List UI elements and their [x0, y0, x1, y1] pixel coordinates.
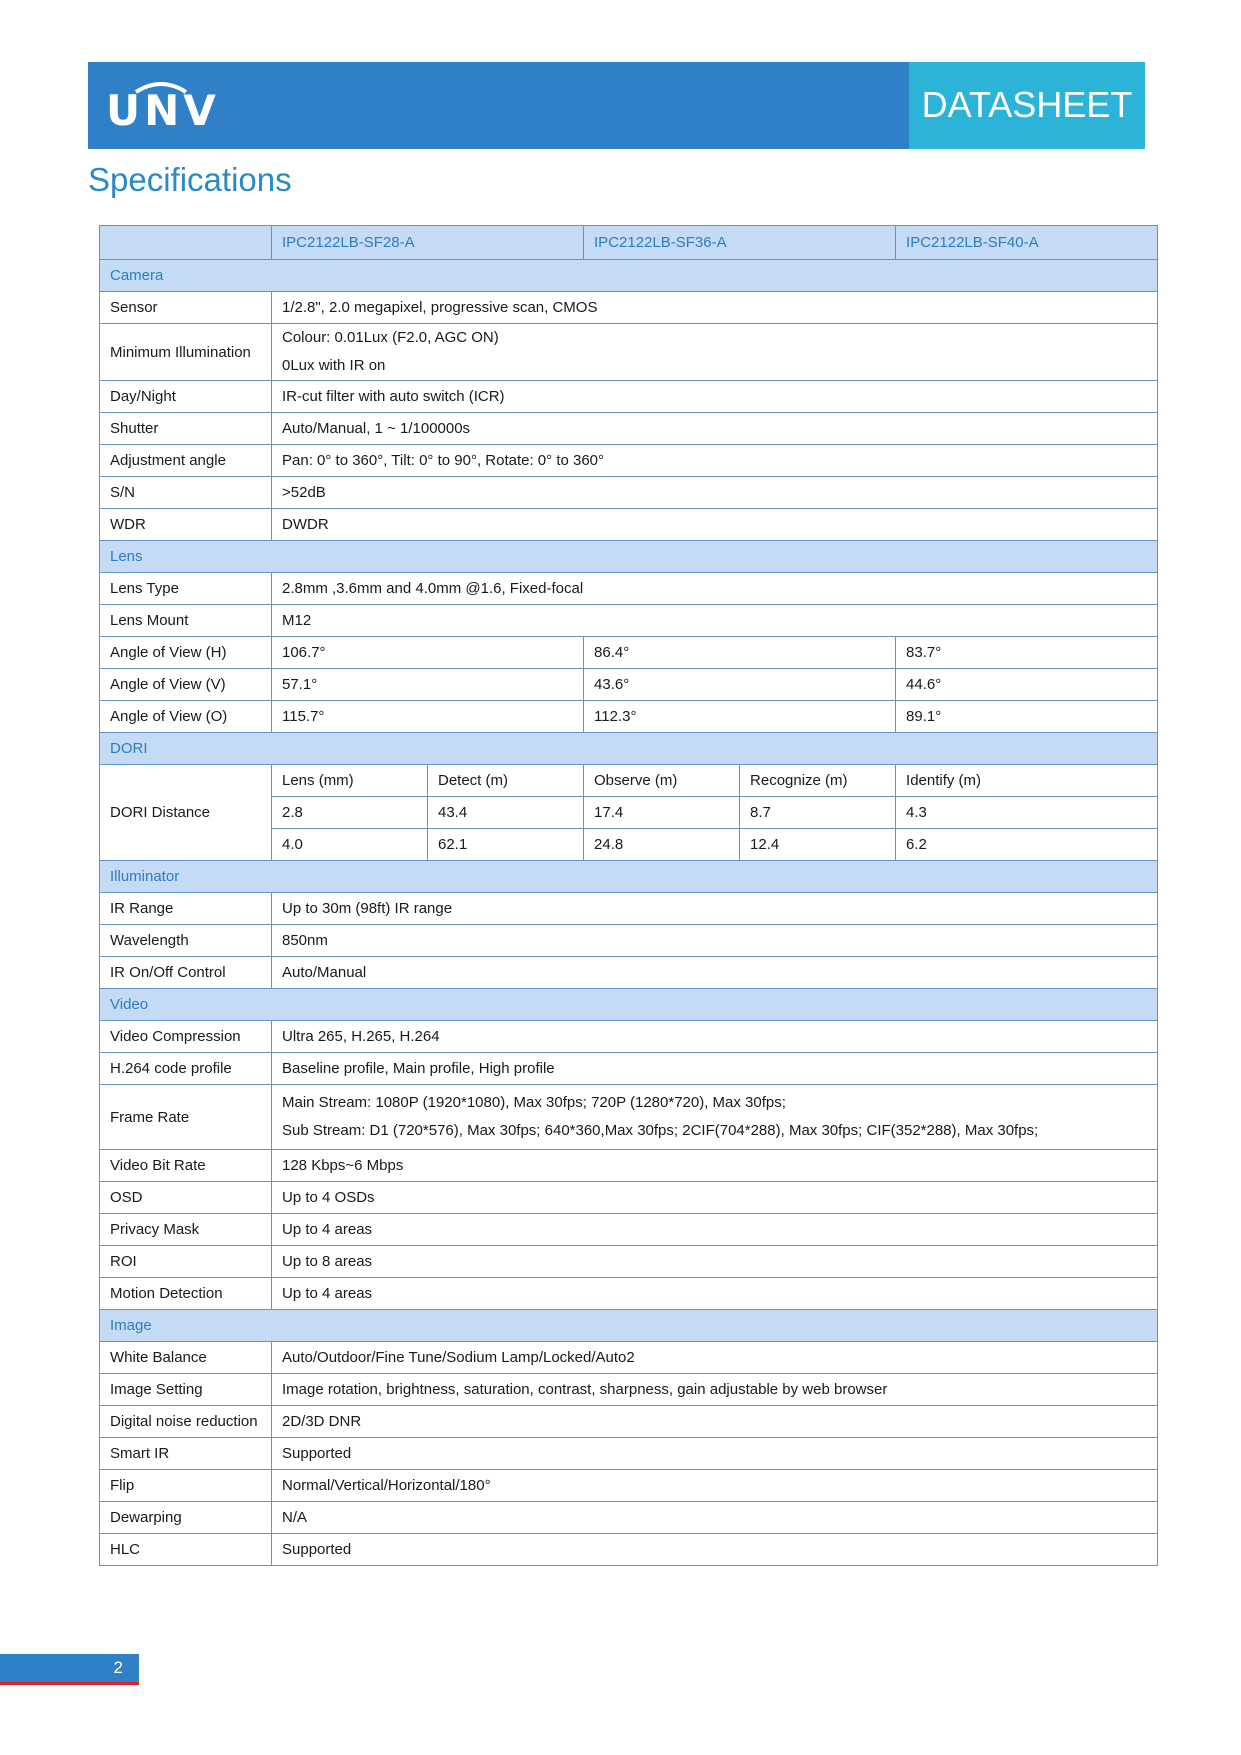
spec-label: WDR [100, 509, 272, 541]
spec-row [100, 669, 1158, 701]
spec-value: Up to 4 areas [272, 1278, 1158, 1310]
section-row-lens [100, 541, 1158, 573]
spec-label: Smart IR [100, 1438, 272, 1470]
spec-value: M12 [272, 605, 1158, 637]
spec-row [100, 1342, 1158, 1374]
model-header-row [100, 226, 1158, 260]
spec-row [100, 701, 1158, 733]
section-row-illuminator [100, 861, 1158, 893]
spec-value: >52dB [272, 477, 1158, 509]
spec-row [100, 445, 1158, 477]
model-name: IPC2122LB-SF28-A [272, 226, 584, 260]
spec-label: Day/Night [100, 381, 272, 413]
spec-value: 1/2.8", 2.0 megapixel, progressive scan, CMOS [272, 292, 1158, 324]
spec-value: 115.7° [272, 701, 584, 733]
spec-value [272, 324, 1158, 381]
spec-value-line: Sub Stream: D1 (720*576), Max 30fps; 640*360,Max 30fps; 2CIF(704*288), Max 30fps; CIF(352*288), Max 30fps; [282, 1122, 1039, 1139]
spec-label: Adjustment angle [100, 445, 272, 477]
spec-row [100, 324, 1158, 381]
dori-cell: 62.1 [428, 829, 584, 861]
spec-row [100, 1470, 1158, 1502]
spec-row [100, 1085, 1158, 1150]
spec-value: 112.3° [584, 701, 896, 733]
dori-header-cell: Observe (m) [584, 765, 740, 797]
spec-value: Auto/Manual, 1 ~ 1/100000s [272, 413, 1158, 445]
spec-row [100, 1502, 1158, 1534]
spec-row [100, 477, 1158, 509]
dori-cell: 2.8 [272, 797, 428, 829]
section-row-video [100, 989, 1158, 1021]
spec-value: Up to 4 OSDs [272, 1182, 1158, 1214]
spec-label: White Balance [100, 1342, 272, 1374]
spec-row [100, 637, 1158, 669]
dori-header-cell: Recognize (m) [740, 765, 896, 797]
section-title: Illuminator [100, 861, 1158, 893]
spec-value: N/A [272, 1502, 1158, 1534]
spec-label: ROI [100, 1246, 272, 1278]
spec-label: Lens Type [100, 573, 272, 605]
datasheet-label-box [909, 62, 1145, 149]
model-name: IPC2122LB-SF40-A [896, 226, 1158, 260]
dori-cell: 6.2 [896, 829, 1158, 861]
spec-row [100, 605, 1158, 637]
unv-logo [106, 78, 220, 135]
spec-value: 43.6° [584, 669, 896, 701]
spec-value: Image rotation, brightness, saturation, contrast, sharpness, gain adjustable by web browser [272, 1374, 1158, 1406]
spec-value: 850nm [272, 925, 1158, 957]
section-row-dori [100, 733, 1158, 765]
page-title: Specifications [88, 161, 292, 198]
spec-value: Auto/Outdoor/Fine Tune/Sodium Lamp/Locked/Auto2 [272, 1342, 1158, 1374]
footer-accent-line [0, 1682, 139, 1685]
spec-value: Pan: 0° to 360°, Tilt: 0° to 90°, Rotate: 0° to 360° [272, 445, 1158, 477]
spec-value: IR-cut filter with auto switch (ICR) [272, 381, 1158, 413]
section-row-camera [100, 260, 1158, 292]
dori-cell: 17.4 [584, 797, 740, 829]
spec-label: S/N [100, 477, 272, 509]
header-banner [88, 62, 1145, 149]
spec-value: 2.8mm ,3.6mm and 4.0mm @1.6, Fixed-focal [272, 573, 1158, 605]
spec-row [100, 573, 1158, 605]
spec-value: Normal/Vertical/Horizontal/180° [272, 1470, 1158, 1502]
spec-row [100, 1182, 1158, 1214]
spec-row [100, 957, 1158, 989]
spec-value: 89.1° [896, 701, 1158, 733]
spec-row [100, 1150, 1158, 1182]
page-number: 2 [113, 1658, 123, 1677]
spec-label: OSD [100, 1182, 272, 1214]
spec-value: Up to 30m (98ft) IR range [272, 893, 1158, 925]
spec-value-line: Colour: 0.01Lux (F2.0, AGC ON) [282, 329, 499, 346]
spec-value: Up to 4 areas [272, 1214, 1158, 1246]
spec-label: DORI Distance [100, 765, 272, 861]
spec-row [100, 1438, 1158, 1470]
spec-label: Privacy Mask [100, 1214, 272, 1246]
dori-header-cell: Lens (mm) [272, 765, 428, 797]
spec-label: Motion Detection [100, 1278, 272, 1310]
spec-value: 128 Kbps~6 Mbps [272, 1150, 1158, 1182]
spec-row [100, 1374, 1158, 1406]
spec-value: Supported [272, 1438, 1158, 1470]
spec-value-line: Main Stream: 1080P (1920*1080), Max 30fps; 720P (1280*720), Max 30fps; [282, 1094, 786, 1111]
spec-value: 83.7° [896, 637, 1158, 669]
spec-row [100, 413, 1158, 445]
spec-label: Dewarping [100, 1502, 272, 1534]
spec-value: 86.4° [584, 637, 896, 669]
spec-row [100, 381, 1158, 413]
section-title: Lens [100, 541, 1158, 573]
spec-table [99, 225, 1158, 1566]
spec-value: DWDR [272, 509, 1158, 541]
spec-label: IR On/Off Control [100, 957, 272, 989]
dori-cell: 4.0 [272, 829, 428, 861]
spec-value [272, 1085, 1158, 1150]
spec-label: IR Range [100, 893, 272, 925]
spec-label: Angle of View (V) [100, 669, 272, 701]
dori-header-cell: Identify (m) [896, 765, 1158, 797]
spec-label: Shutter [100, 413, 272, 445]
spec-value: Up to 8 areas [272, 1246, 1158, 1278]
section-title: Video [100, 989, 1158, 1021]
spec-value: 106.7° [272, 637, 584, 669]
dori-cell: 8.7 [740, 797, 896, 829]
dori-header-cell: Detect (m) [428, 765, 584, 797]
model-name: IPC2122LB-SF36-A [584, 226, 896, 260]
datasheet-label: DATASHEET [921, 84, 1133, 125]
spec-label: Digital noise reduction [100, 1406, 272, 1438]
section-title: DORI [100, 733, 1158, 765]
spec-row [100, 1534, 1158, 1566]
spec-label: Wavelength [100, 925, 272, 957]
spec-row [100, 509, 1158, 541]
spec-label: Angle of View (O) [100, 701, 272, 733]
spec-row [100, 1021, 1158, 1053]
spec-label: Lens Mount [100, 605, 272, 637]
spec-row [100, 893, 1158, 925]
spec-value: 44.6° [896, 669, 1158, 701]
dori-header-row [100, 765, 1158, 797]
section-row-image [100, 1310, 1158, 1342]
spec-row [100, 292, 1158, 324]
spec-value-line: 0Lux with IR on [282, 357, 386, 374]
spec-value: Supported [272, 1534, 1158, 1566]
page-number-box [0, 1654, 139, 1682]
spec-label: Angle of View (H) [100, 637, 272, 669]
brand-name: UNV [106, 86, 220, 135]
spec-label: Flip [100, 1470, 272, 1502]
spec-label: Video Bit Rate [100, 1150, 272, 1182]
model-header-blank [100, 226, 272, 260]
spec-row [100, 925, 1158, 957]
section-title: Camera [100, 260, 1158, 292]
spec-row [100, 1246, 1158, 1278]
spec-row [100, 1053, 1158, 1085]
dori-cell: 43.4 [428, 797, 584, 829]
spec-label: Minimum Illumination [100, 324, 272, 381]
spec-label: Image Setting [100, 1374, 272, 1406]
dori-cell: 12.4 [740, 829, 896, 861]
spec-label: HLC [100, 1534, 272, 1566]
spec-value: Ultra 265, H.265, H.264 [272, 1021, 1158, 1053]
spec-value: 57.1° [272, 669, 584, 701]
spec-row [100, 1406, 1158, 1438]
spec-label: Video Compression [100, 1021, 272, 1053]
spec-label: H.264 code profile [100, 1053, 272, 1085]
spec-value: Auto/Manual [272, 957, 1158, 989]
spec-row [100, 1278, 1158, 1310]
spec-row [100, 1214, 1158, 1246]
dori-cell: 4.3 [896, 797, 1158, 829]
section-title: Image [100, 1310, 1158, 1342]
spec-label: Frame Rate [100, 1085, 272, 1150]
spec-value: Baseline profile, Main profile, High profile [272, 1053, 1158, 1085]
dori-cell: 24.8 [584, 829, 740, 861]
spec-value: 2D/3D DNR [272, 1406, 1158, 1438]
spec-label: Sensor [100, 292, 272, 324]
